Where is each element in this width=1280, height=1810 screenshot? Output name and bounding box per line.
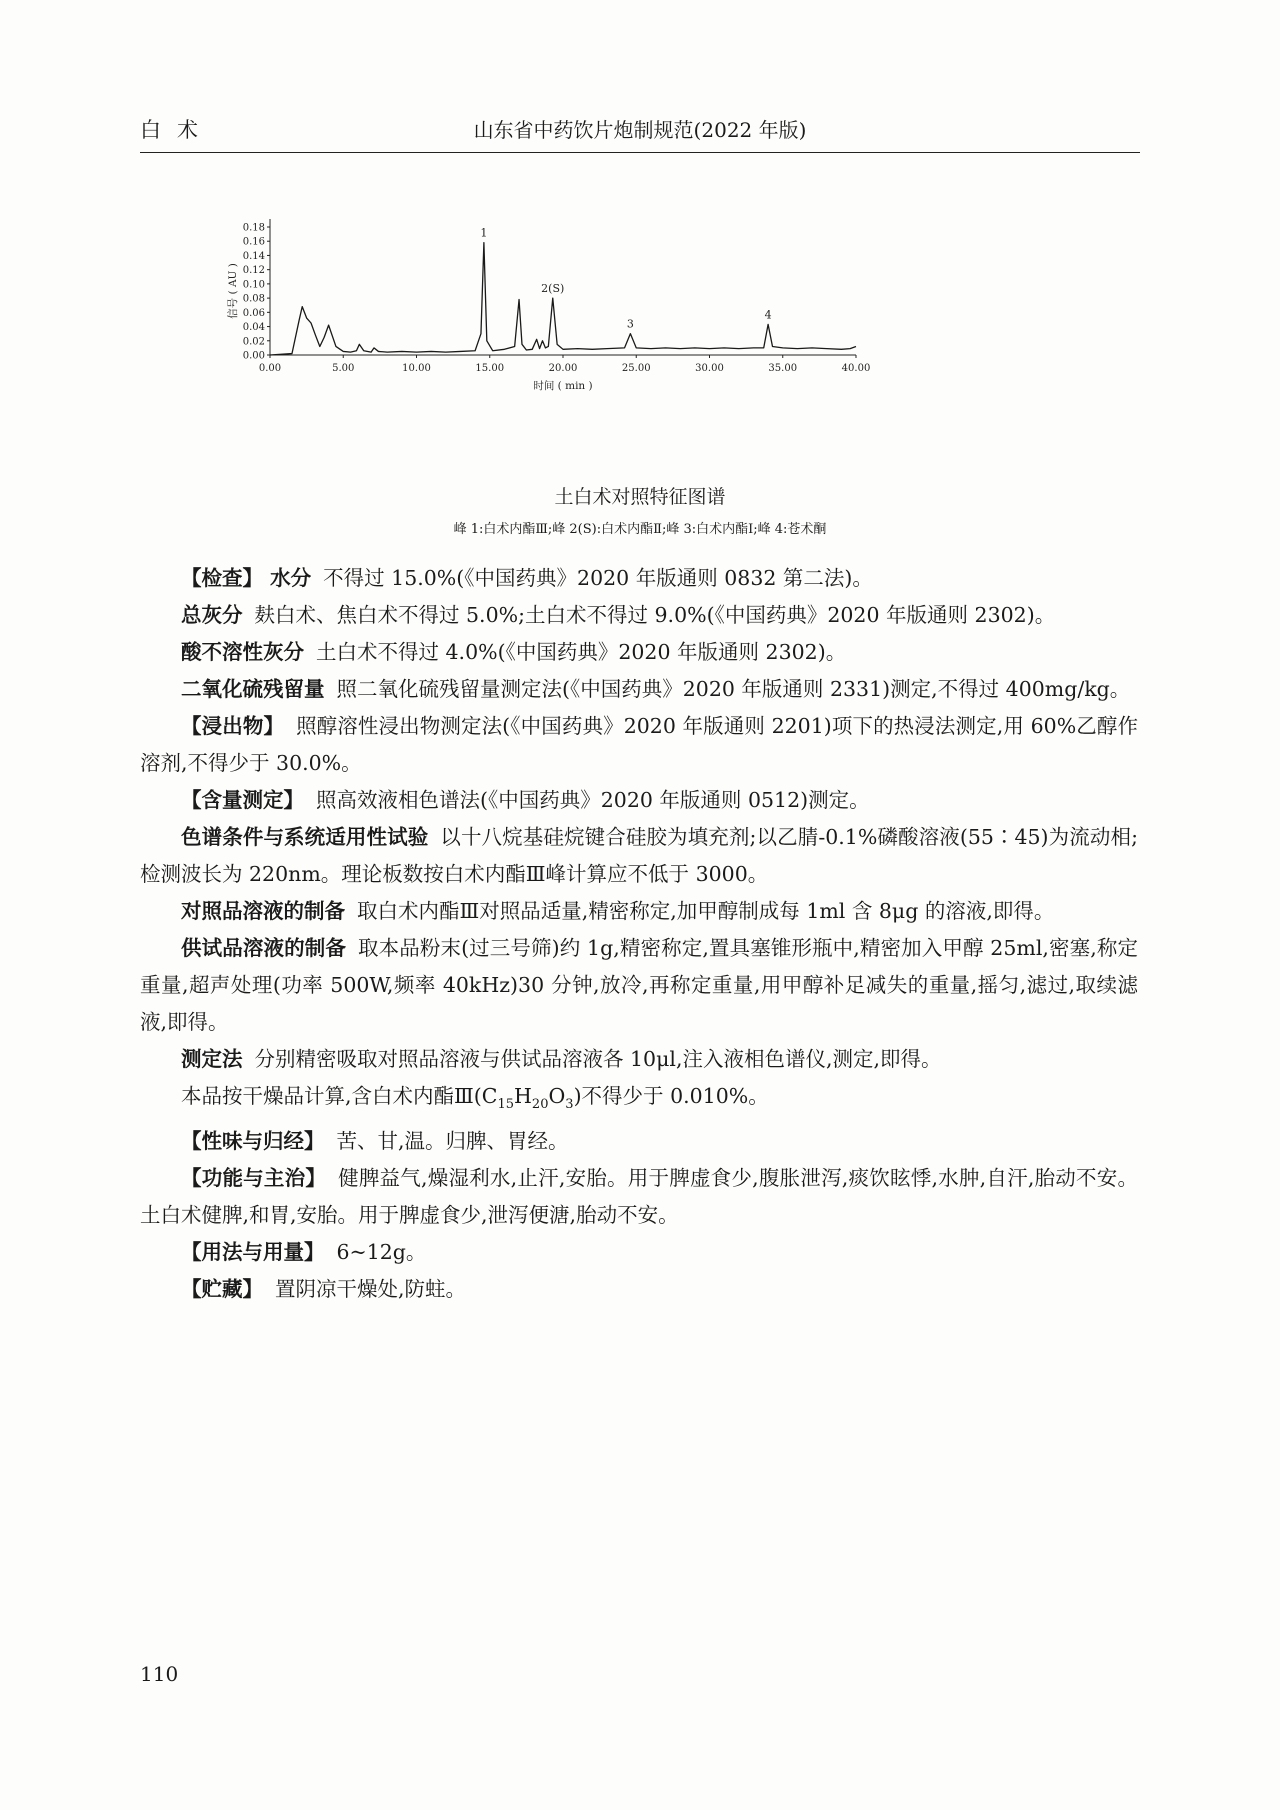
paragraph-label: 【功能与主治】 xyxy=(181,1166,327,1191)
running-header xyxy=(140,108,1140,148)
paragraph-text: 土白术不得过 4.0%(《中国药典》2020 年版通则 2302)。 xyxy=(316,640,847,664)
paragraph-text: 照醇溶性浸出物测定法(《中国药典》2020 年版通则 2201)项下的热浸法测定,用 60%乙醇作溶剂,不得少于 30.0%。 xyxy=(140,714,1139,775)
paragraph-label: 对照品溶液的制备 xyxy=(181,899,345,923)
chromatogram-figure xyxy=(227,205,1010,470)
paragraph-label: 【含量测定】 xyxy=(181,788,304,812)
y-tick-label: 0.10 xyxy=(242,279,265,291)
header-section-title: 白术 xyxy=(140,118,214,142)
peak-label: 2(S) xyxy=(541,282,565,296)
x-tick-label: 5.00 xyxy=(332,363,355,374)
paragraph-label: 酸不溶性灰分 xyxy=(181,640,304,664)
paragraph xyxy=(140,560,1138,597)
y-tick-label: 0.04 xyxy=(242,322,265,334)
paragraph-text: 照二氧化硫残留量测定法(《中国药典》2020 年版通则 2331)测定,不得过 400mg/kg。 xyxy=(336,677,1131,701)
paragraph xyxy=(140,930,1138,1041)
paragraph xyxy=(140,1123,1138,1160)
page-number: 110 xyxy=(140,1662,179,1686)
y-tick-label: 0.16 xyxy=(242,236,265,248)
x-tick-label: 30.00 xyxy=(695,363,724,374)
paragraph-label: 【检查】 水分 xyxy=(181,566,312,590)
paragraph-text: 苦、甘,温。归脾、胃经。 xyxy=(336,1129,569,1154)
paragraph-text: 以十八烷基硅烷键合硅胶为填充剂;以乙腈-0.1%磷酸溶液(55∶45)为流动相;检测波长为 220nm。理论板数按白术内酯Ⅲ峰计算应不低于 3000。 xyxy=(140,825,1138,886)
y-tick-label: 0.18 xyxy=(242,222,265,234)
y-tick-label: 0.12 xyxy=(242,265,265,277)
paragraph xyxy=(140,671,1138,708)
x-axis-label: 时间 ( min ) xyxy=(533,380,593,392)
header-book-title: 山东省中药饮片炮制规范(2022 年版) xyxy=(473,118,807,142)
x-tick-label: 15.00 xyxy=(475,363,505,374)
figure-caption: 土白术对照特征图谱 xyxy=(554,486,726,508)
y-tick-label: 0.08 xyxy=(242,293,265,305)
paragraph xyxy=(140,893,1138,930)
paragraph-text: 本品按干燥品计算,含白术内酯$Ⅲ(C_{15}H_{20}O_3)$不得少于 0.010%。 xyxy=(181,1084,769,1113)
paragraph xyxy=(140,634,1138,671)
paragraph-text: 置阴凉干燥处,防蛀。 xyxy=(275,1277,467,1302)
series-line xyxy=(270,243,856,355)
x-tick-label: 25.00 xyxy=(621,363,651,374)
paragraph xyxy=(140,1041,1138,1078)
y-tick-label: 0.02 xyxy=(242,336,265,348)
paragraph xyxy=(140,1160,1138,1234)
paragraph-label: 【用法与用量】 xyxy=(181,1240,325,1265)
paragraph-label: 二氧化硫残留量 xyxy=(181,677,325,701)
chromatogram-chart xyxy=(227,205,1010,470)
paragraph xyxy=(140,1271,1138,1308)
paragraph-text: 分别精密吸取对照品溶液与供试品溶液各 10μl,注入液相色谱仪,测定,即得。 xyxy=(254,1047,942,1071)
paragraph-label: 总灰分 xyxy=(181,603,243,627)
paragraph xyxy=(140,1234,1138,1271)
y-axis-label: 信号 ( AU ) xyxy=(227,263,239,319)
peak-label: 4 xyxy=(764,308,772,322)
y-tick-label: 0.14 xyxy=(242,250,265,262)
paragraph xyxy=(140,597,1138,634)
y-tick-label: 0.00 xyxy=(242,350,265,362)
x-tick-label: 10.00 xyxy=(402,363,431,374)
paragraph-label: 【浸出物】 xyxy=(181,714,285,738)
paragraph-text: 6~12g。 xyxy=(336,1240,427,1265)
paragraph-text: 取本品粉末(过三号筛)约 1g,精密称定,置具塞锥形瓶中,精密加入甲醇 25ml,密塞,称定重量,超声处理(功率 500W,频率 40kHz)30 分钟,放冷,再称定重量,用甲醇补足减失的重量,摇匀,滤过,取续滤液,即得。 xyxy=(140,936,1139,1034)
paragraph-label: 测定法 xyxy=(181,1047,243,1071)
peak-label: 1 xyxy=(480,226,488,240)
y-tick-label: 0.06 xyxy=(242,307,265,319)
paragraph-text: 健脾益气,燥湿利水,止汗,安胎。用于脾虚食少,腹胀泄泻,痰饮眩悸,水肿,自汗,胎动不安。土白术健脾,和胃,安胎。用于脾虚食少,泄泻便溏,胎动不安。 xyxy=(140,1166,1138,1228)
paragraph-label: 【贮藏】 xyxy=(181,1277,263,1302)
peak-label: 3 xyxy=(626,317,634,331)
paragraph xyxy=(140,819,1138,893)
paragraph-label: 供试品溶液的制备 xyxy=(181,936,346,960)
page-content xyxy=(140,560,1138,1308)
header-rule xyxy=(140,152,1140,153)
paragraph-text: 照高效液相色谱法(《中国药典》2020 年版通则 0512)测定。 xyxy=(316,788,870,812)
x-tick-label: 0.00 xyxy=(258,363,282,374)
figure-legend: 峰 1:白术内酯Ⅲ;峰 2(S):白术内酯Ⅱ;峰 3:白术内酯Ⅰ;峰 4:苍术酮 xyxy=(453,522,827,537)
paragraph-label: 【性味与归经】 xyxy=(181,1129,325,1154)
paragraph xyxy=(140,782,1138,819)
content-result-paragraph xyxy=(140,1078,1138,1123)
paragraph-text: 麸白术、焦白术不得过 5.0%;土白术不得过 9.0%(《中国药典》2020 年版通则 2302)。 xyxy=(254,603,1056,627)
x-tick-label: 35.00 xyxy=(768,363,798,374)
paragraph xyxy=(140,708,1138,782)
paragraph-text: 取白术内酯Ⅲ对照品适量,精密称定,加甲醇制成每 1ml 含 8μg 的溶液,即得。 xyxy=(357,899,1055,923)
paragraph-text: 不得过 15.0%(《中国药典》2020 年版通则 0832 第二法)。 xyxy=(323,566,873,590)
paragraph-label: 色谱条件与系统适用性试验 xyxy=(181,825,429,849)
x-tick-label: 20.00 xyxy=(548,363,578,374)
x-tick-label: 40.00 xyxy=(841,363,871,374)
